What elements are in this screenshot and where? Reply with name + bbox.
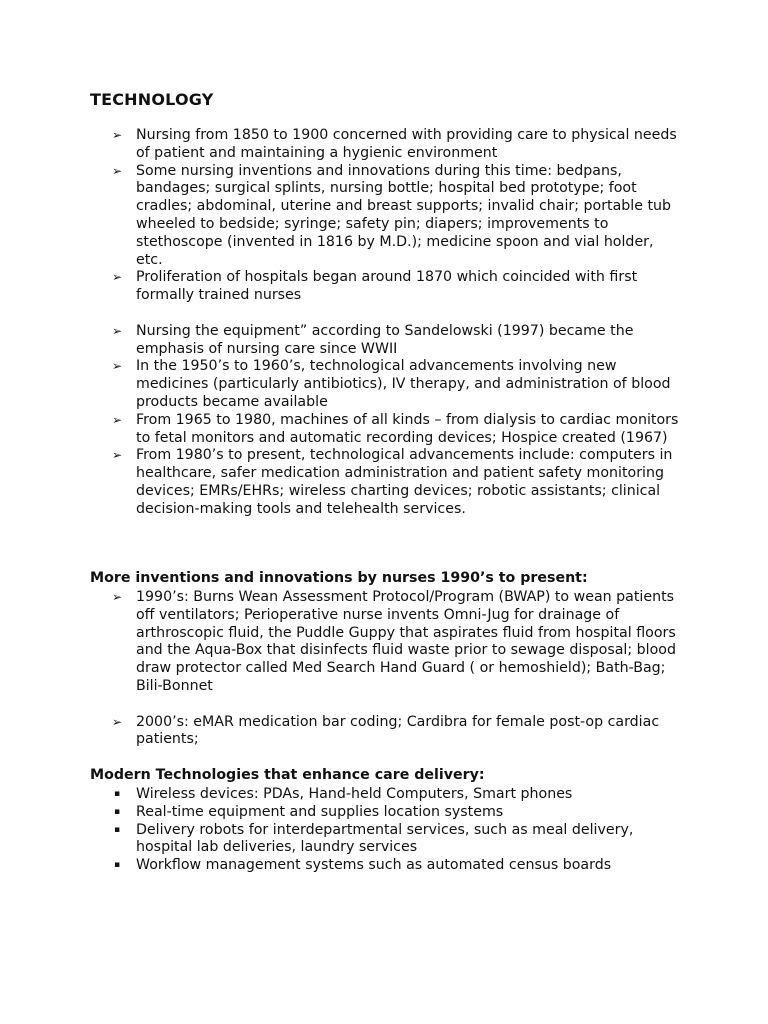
list-item <box>112 358 682 411</box>
list-item-text: Workflow management systems such as automated census boards <box>136 857 612 874</box>
square-bullet-icon: ▪ <box>114 789 121 799</box>
arrow-bullet-icon: ➢ <box>112 128 123 142</box>
list-item-text: From 1980’s to present, technological advancements include: computers in healthcare, safer medication administration and patient safety monitoring devices; EMRs/EHRs; wireless charting devices; robotic assistants; clinical decision-making tools and telehealth services. <box>136 447 673 517</box>
list-item-text: Delivery robots for interdepartmental services, such as meal delivery, hospital lab deliveries, laundry services <box>136 821 634 856</box>
list-item-text: Nursing from 1850 to 1900 concerned with providing care to physical needs of patient and maintaining a hygienic environment <box>136 127 677 161</box>
list-item-text: Nursing the equipment” according to Sandelowski (1997) became the emphasis of nursing care since WWII <box>136 322 634 357</box>
list-item <box>112 447 682 518</box>
square-bullet-icon: ▪ <box>114 806 121 817</box>
list-item <box>112 127 682 163</box>
list-item <box>112 804 682 822</box>
arrow-bullet-icon: ➢ <box>112 412 123 427</box>
list-item-text: 2000’s: eMAR medication bar coding; Cardibra for female post-op cardiac patients; <box>136 713 660 748</box>
technology-history-list <box>112 127 682 519</box>
arrow-bullet-icon: ➢ <box>112 714 123 729</box>
list-item <box>112 786 682 804</box>
list-item <box>112 269 682 305</box>
list-item-text: 1990’s: Burns Wean Assessment Protocol/Program (BWAP) to wean patients off ventilators; Perioperative nurse invents Omni-Jug for drainage of arthroscopic fluid, the Puddle Guppy that aspirates fluid from hospital floors and the Aqua-Box that disinfects fluid waste prior to sewage disposal; blood draw protector called Med Search Hand Guard ( or hemoshield); Bath-Bag; Bili-Bonnet <box>136 589 676 694</box>
square-bullet-icon: ▪ <box>114 824 121 835</box>
list-item <box>112 323 682 359</box>
list-item <box>112 857 682 875</box>
section-heading-modern-technologies: Modern Technologies that enhance care delivery: <box>90 767 485 783</box>
list-item <box>112 822 682 858</box>
arrow-bullet-icon: ➢ <box>112 163 123 178</box>
list-item <box>112 589 682 696</box>
section-heading-inventions: More inventions and innovations by nurses 1990’s to present: <box>90 570 588 586</box>
list-item <box>112 412 682 448</box>
list-item <box>112 714 682 750</box>
arrow-bullet-icon: ➢ <box>112 590 123 604</box>
arrow-bullet-icon: ➢ <box>112 270 123 285</box>
list-item-text: Proliferation of hospitals began around 1870 which coincided with first formally trained nurses <box>136 269 638 304</box>
page-title: TECHNOLOGY <box>90 90 214 109</box>
list-item-text: Real-time equipment and supplies location systems <box>136 803 504 820</box>
arrow-bullet-icon: ➢ <box>112 359 123 374</box>
list-item-text: Some nursing inventions and innovations during this time: bedpans, bandages; surgical splints, nursing bottle; hospital bed prototype; foot cradles; abdominal, uterine and breast supports; invalid chair; portable tub wheeled to bedside; syringe; safety pin; diapers; improvements to stethoscope (invented in 1816 by M.D.); medicine spoon and vial holder, etc. <box>136 162 672 268</box>
list-item-text: In the 1950’s to 1960’s, technological advancements involving new medicines (particularly antibiotics), IV therapy, and administration of blood products became available <box>136 358 671 410</box>
list-item-text: From 1965 to 1980, machines of all kinds – from dialysis to cardiac monitors to fetal monitors and automatic recording devices; Hospice created (1967) <box>136 411 679 446</box>
square-bullet-icon: ▪ <box>114 860 121 871</box>
arrow-bullet-icon: ➢ <box>112 448 123 463</box>
inventions-list <box>112 589 682 749</box>
list-item-text: Wireless devices: PDAs, Hand-held Computers, Smart phones <box>136 786 573 802</box>
list-item <box>112 163 682 270</box>
arrow-bullet-icon: ➢ <box>112 323 123 338</box>
modern-technologies-list <box>112 786 682 875</box>
